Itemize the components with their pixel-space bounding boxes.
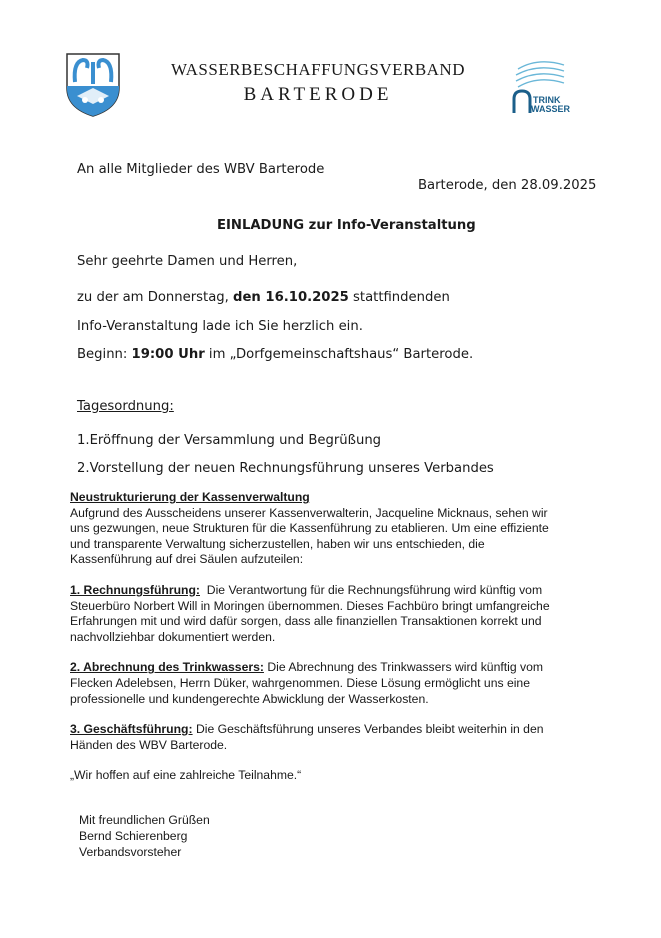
signoff-name: Bernd Schierenberg (79, 829, 188, 843)
invitation-line: Info-Veranstaltung lade ich Sie herzlich ein. (77, 319, 363, 334)
invitation-date-line: zu der am Donnerstag, den 16.10.2025 stattfindenden (77, 290, 450, 305)
salutation: Sehr geehrte Damen und Herren, (77, 254, 298, 269)
org-city: BARTERODE (243, 84, 393, 105)
pillar-2-line: professionelle und kundengerechte Abwicklung der Wasserkosten. (70, 691, 429, 706)
crest-logo-icon (65, 52, 121, 118)
pillar-1-line: nachvollziehbar dokumentiert werden. (70, 629, 276, 644)
signoff-block (79, 812, 210, 860)
details-intro-line: und transparente Verwaltung sicherzustellen, haben wir uns entschieden, die (70, 536, 485, 551)
details-heading: Neustrukturierung der Kassenverwaltung (70, 490, 310, 504)
pillar-2-line: Flecken Adelebsen, Herrn Düker, wahrgenommen. Diese Lösung ermöglicht uns eine (70, 675, 530, 690)
details-section (70, 490, 630, 784)
logo-text-trink: TRINK (533, 95, 561, 105)
signoff-title: Verbandsvorsteher (79, 845, 182, 859)
pillar-3: 3. Geschäftsführung: Die Geschäftsführung unseres Verbandes bleibt weiterhin in den (70, 722, 544, 737)
start-time-line: Beginn: 19:00 Uhr im „Dorfgemeinschaftshaus“ Barterode. (77, 347, 474, 362)
subject-line: EINLADUNG zur Info-Veranstaltung (217, 218, 476, 233)
closing-quote: „Wir hoffen auf eine zahlreiche Teilnahme.“ (70, 768, 302, 783)
agenda-item: 2.Vorstellung der neuen Rechnungsführung unseres Verbandes (77, 461, 494, 476)
recipient-line: An alle Mitglieder des WBV Barterode (77, 162, 325, 177)
pillar-1: 1. Rechnungsführung: Die Verantwortung für die Rechnungsführung wird künftig vom (70, 582, 543, 597)
logo-text-wasser: WASSER (531, 104, 571, 114)
agenda-item: 1.Eröffnung der Versammlung und Begrüßung (77, 433, 382, 448)
details-intro-line: Kassenführung auf drei Säulen aufzuteilen: (70, 552, 304, 567)
details-intro-line: uns gezwungen, neue Strukturen für die Kassenführung zu etablieren. Um eine effiziente (70, 521, 549, 536)
agenda-title: Tagesordnung: (77, 399, 174, 414)
pillar-1-line: Steuerbüro Norbert Will in Moringen übernommen. Dieses Fachbüro bringt umfangreiche (70, 598, 550, 613)
details-intro-line: Aufgrund des Ausscheidens unserer Kassenverwalterin, Jacqueline Micknaus, sehen wir (70, 505, 548, 520)
signoff-greeting: Mit freundlichen Grüßen (79, 813, 210, 827)
pillar-3-line: Händen des WBV Barterode. (70, 737, 228, 752)
pillar-1-line: Erfahrungen mit und wird dafür sorgen, dass alle finanziellen Transaktionen korrekt und (70, 614, 542, 629)
place-date: Barterode, den 28.09.2025 (418, 178, 597, 193)
pillar-2: 2. Abrechnung des Trinkwassers: Die Abrechnung des Trinkwassers wird künftig vom (70, 660, 544, 675)
org-name: WASSERBESCHAFFUNGSVERBAND (170, 60, 465, 79)
